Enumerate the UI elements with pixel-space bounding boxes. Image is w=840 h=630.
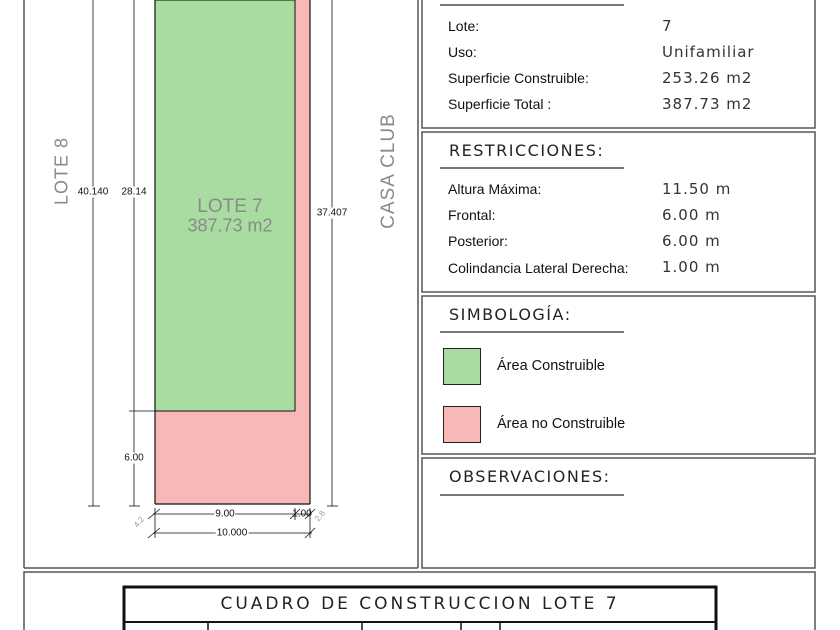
dim-right: 37.407: [316, 207, 348, 219]
lot-name: LOTE 7: [197, 196, 263, 217]
lot-info-label: Superficie Total :: [448, 96, 552, 112]
dim-left-outer: 40.140: [77, 186, 109, 198]
dim-width-buildable: 9.00: [215, 508, 235, 520]
restriccion-label: Frontal:: [448, 207, 496, 223]
non-buildable-swatch: [443, 406, 481, 443]
buildable-swatch: [443, 348, 481, 385]
side-setback-area: [295, 0, 310, 504]
dim-front-setback: 6.00: [124, 452, 144, 464]
legend-label: Área no Construible: [497, 416, 626, 432]
lot-area: 387.73 m2: [187, 215, 273, 236]
restricciones-title: RESTRICCIONES:: [449, 141, 605, 160]
lot-info-value: 387.73 m2: [662, 95, 753, 113]
dim-left-inner: 28.14: [121, 186, 147, 198]
left-neighbor-label: LOTE 8: [51, 136, 72, 206]
cuadro-title: CUADRO DE CONSTRUCCION LOTE 7: [220, 594, 620, 614]
dim-small-right: 2.8: [312, 508, 328, 524]
dim-small-left: 4.2: [131, 514, 147, 530]
lot-info-value: Unifamiliar: [662, 43, 755, 61]
lot-info-label: Superficie Construible:: [448, 70, 589, 86]
restriccion-label: Posterior:: [448, 233, 508, 249]
legend-label: Área Construible: [497, 358, 605, 374]
restriccion-value: 11.50 m: [662, 180, 732, 198]
right-neighbor-label: CASA CLUB: [378, 113, 399, 229]
restriccion-value: 6.00 m: [662, 206, 721, 224]
dim-width-total: 10.000: [216, 527, 248, 539]
lot-info-value: 253.26 m2: [662, 69, 753, 87]
front-setback-area: [155, 411, 295, 504]
lot-info-value: 7: [662, 17, 673, 35]
dim-width-side: 1.00: [292, 508, 312, 520]
lot-info-label: Lote:: [448, 18, 480, 34]
restriccion-label: Colindancia Lateral Derecha:: [448, 260, 629, 276]
observaciones-title: OBSERVACIONES:: [449, 467, 611, 486]
restriccion-value: 1.00 m: [662, 258, 721, 276]
lot-info-label: Uso:: [448, 44, 477, 60]
simbologia-title: SIMBOLOGÍA:: [449, 305, 572, 324]
restriccion-label: Altura Máxima:: [448, 181, 542, 197]
restriccion-value: 6.00 m: [662, 232, 721, 250]
